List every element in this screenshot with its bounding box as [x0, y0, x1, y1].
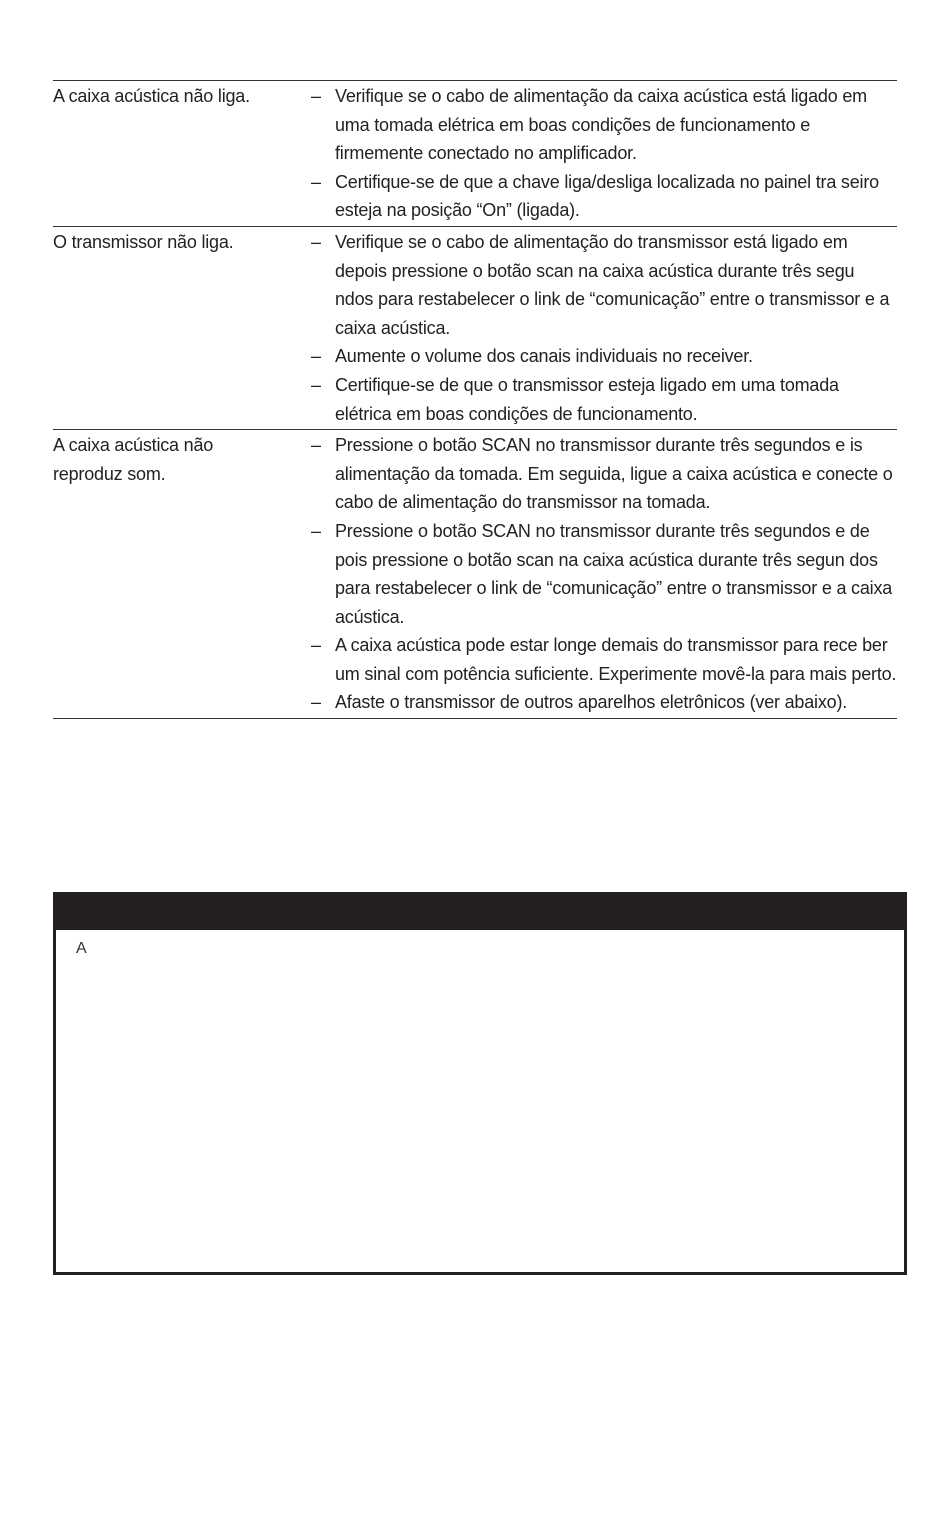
solution-text: Verifique se o cabo de alimentação da caixa acústica está ligado em uma tomada elétrica em boas condições de funcionamento e firmemente conectado no amplificador.	[335, 86, 867, 164]
notice-header-bar	[53, 892, 907, 930]
list-item	[308, 168, 897, 225]
dash-bullet: –	[311, 231, 321, 252]
solution-text: Pressione o botão SCAN no transmissor durante três segundos e is alimentação da tomada. Em seguida, ligue a caixa acústica e conecte o cabo de alimentação do transmissor na tomada.	[335, 435, 893, 513]
list-item	[308, 517, 897, 631]
notice-text: A	[76, 940, 87, 957]
table-row	[53, 81, 897, 227]
list-item	[308, 631, 897, 688]
solutions-list	[308, 430, 897, 717]
list-item	[308, 228, 897, 342]
dash-bullet: –	[311, 86, 321, 106]
dash-bullet: –	[311, 520, 321, 541]
solution-text: Afaste o transmissor de outros aparelhos eletrônicos (ver abaixo).	[335, 692, 848, 713]
list-item	[308, 431, 897, 517]
list-item	[308, 82, 897, 168]
dash-bullet: –	[311, 374, 321, 395]
dash-bullet: –	[311, 435, 321, 456]
problem-cell: O transmissor não liga.	[53, 231, 234, 252]
problem-cell: A caixa acústica não reproduz som.	[53, 435, 214, 484]
table-row	[53, 227, 897, 430]
dash-bullet: –	[311, 692, 321, 713]
list-item	[308, 371, 897, 428]
solution-text: Aumente o volume dos canais individuais no receiver.	[335, 346, 753, 367]
table-row	[53, 430, 897, 719]
problem-cell: A caixa acústica não liga.	[53, 86, 250, 106]
solution-text: Certifique-se de que a chave liga/desliga localizada no painel tra seiro esteja na posição “On” (ligada).	[335, 171, 879, 221]
solutions-list	[308, 227, 897, 428]
dash-bullet: –	[311, 635, 321, 656]
list-item	[308, 688, 897, 717]
troubleshooting-table	[53, 80, 897, 719]
notice-box	[53, 892, 907, 1275]
dash-bullet: –	[311, 346, 321, 367]
dash-bullet: –	[311, 171, 321, 192]
solution-text: Pressione o botão SCAN no transmissor durante três segundos e de pois pressione o botão scan na caixa acústica durante três segun dos para restabelecer o link de “comunicação” entre o transmissor e a caixa acústica.	[335, 520, 893, 627]
solution-text: A caixa acústica pode estar longe demais do transmissor para rece ber um sinal com potência suficiente. Experimente movê-la para mais perto.	[335, 635, 897, 684]
solution-text: Verifique se o cabo de alimentação do transmissor está ligado em depois pressione o botão scan na caixa acústica durante três segu ndos para restabelecer o link de “comunicação” entre o transmissor e a caixa acústica.	[335, 231, 890, 338]
solution-text: Certifique-se de que o transmissor esteja ligado em uma tomada elétrica em boas condições de funcionamento.	[335, 374, 839, 424]
solutions-list	[308, 81, 897, 225]
list-item	[308, 342, 897, 371]
